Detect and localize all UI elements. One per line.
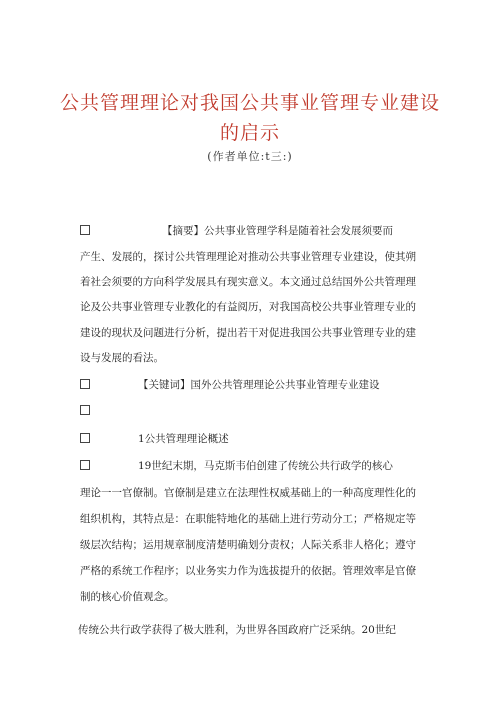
paragraph-first-line (80, 459, 393, 473)
abstract-line: 产生、发展的，探讨公共管理理论对推动公共事业管理专业建设，使其朔 (80, 251, 416, 263)
checkbox-square-icon (80, 379, 90, 389)
checkbox-square-icon (80, 225, 90, 235)
paragraph-line: 组织机构，其特点是：在职能特地化的基础上进行劳动分工；严格规定等 (80, 513, 416, 525)
paragraph-line: 严格的系统工作程序；以业务实力作为选拔提升的依据。管理效率是官僚 (80, 565, 416, 577)
paragraph-2-line: 传统公共行政学获得了极大胜利，为世界各国政府广泛采纳。20世纪 (78, 624, 396, 636)
abstract-line: 设与发展的看法。 (80, 352, 164, 364)
paragraph-line: 理论一一官僚制。官僚制是建立在法理性权威基础上的一种高度理性化的 (80, 487, 416, 499)
paragraph-line: 级层次结构；运用规章制度清楚明确划分责权；人际关系非人格化；遵守 (80, 539, 416, 551)
abstract-line: 建设的现状及问题进行分析，提出若干对促进我国公共事业管理专业的建 (80, 327, 416, 339)
keywords-line (80, 378, 380, 392)
abstract-line: 着社会须要的方向科学发展具有现实意义。本文通过总结国外公共管理理 (80, 276, 416, 288)
paragraph-line: 制的核心价值观念。 (80, 591, 175, 603)
abstract-line: 论及公共事业管理专业教化的有益阅历，对我国高校公共事业管理专业的 (80, 301, 416, 313)
checkbox-square-icon (80, 460, 90, 470)
checkbox-square-icon (80, 405, 90, 415)
keywords-text: 【关键词】国外公共管理理论公共事业管理专业建设 (138, 379, 380, 391)
abstract-first-line (80, 224, 393, 238)
document-title: 公共管理理论对我国公共事业管理专业建设的启示 (60, 92, 441, 144)
author-affiliation: (作者单位:t三:) (207, 150, 293, 163)
empty-line (80, 404, 90, 418)
section-heading-text: 1公共管理理论概述 (138, 433, 229, 445)
section-heading-line (80, 432, 229, 446)
checkbox-square-icon (80, 433, 90, 443)
paragraph-first-text: 19世纪末期，马克斯韦伯创建了传统公共行政学的核心 (138, 460, 393, 472)
abstract-label-text: 【摘要】公共事业管理学科是随着社会发展须要而 (162, 225, 393, 237)
